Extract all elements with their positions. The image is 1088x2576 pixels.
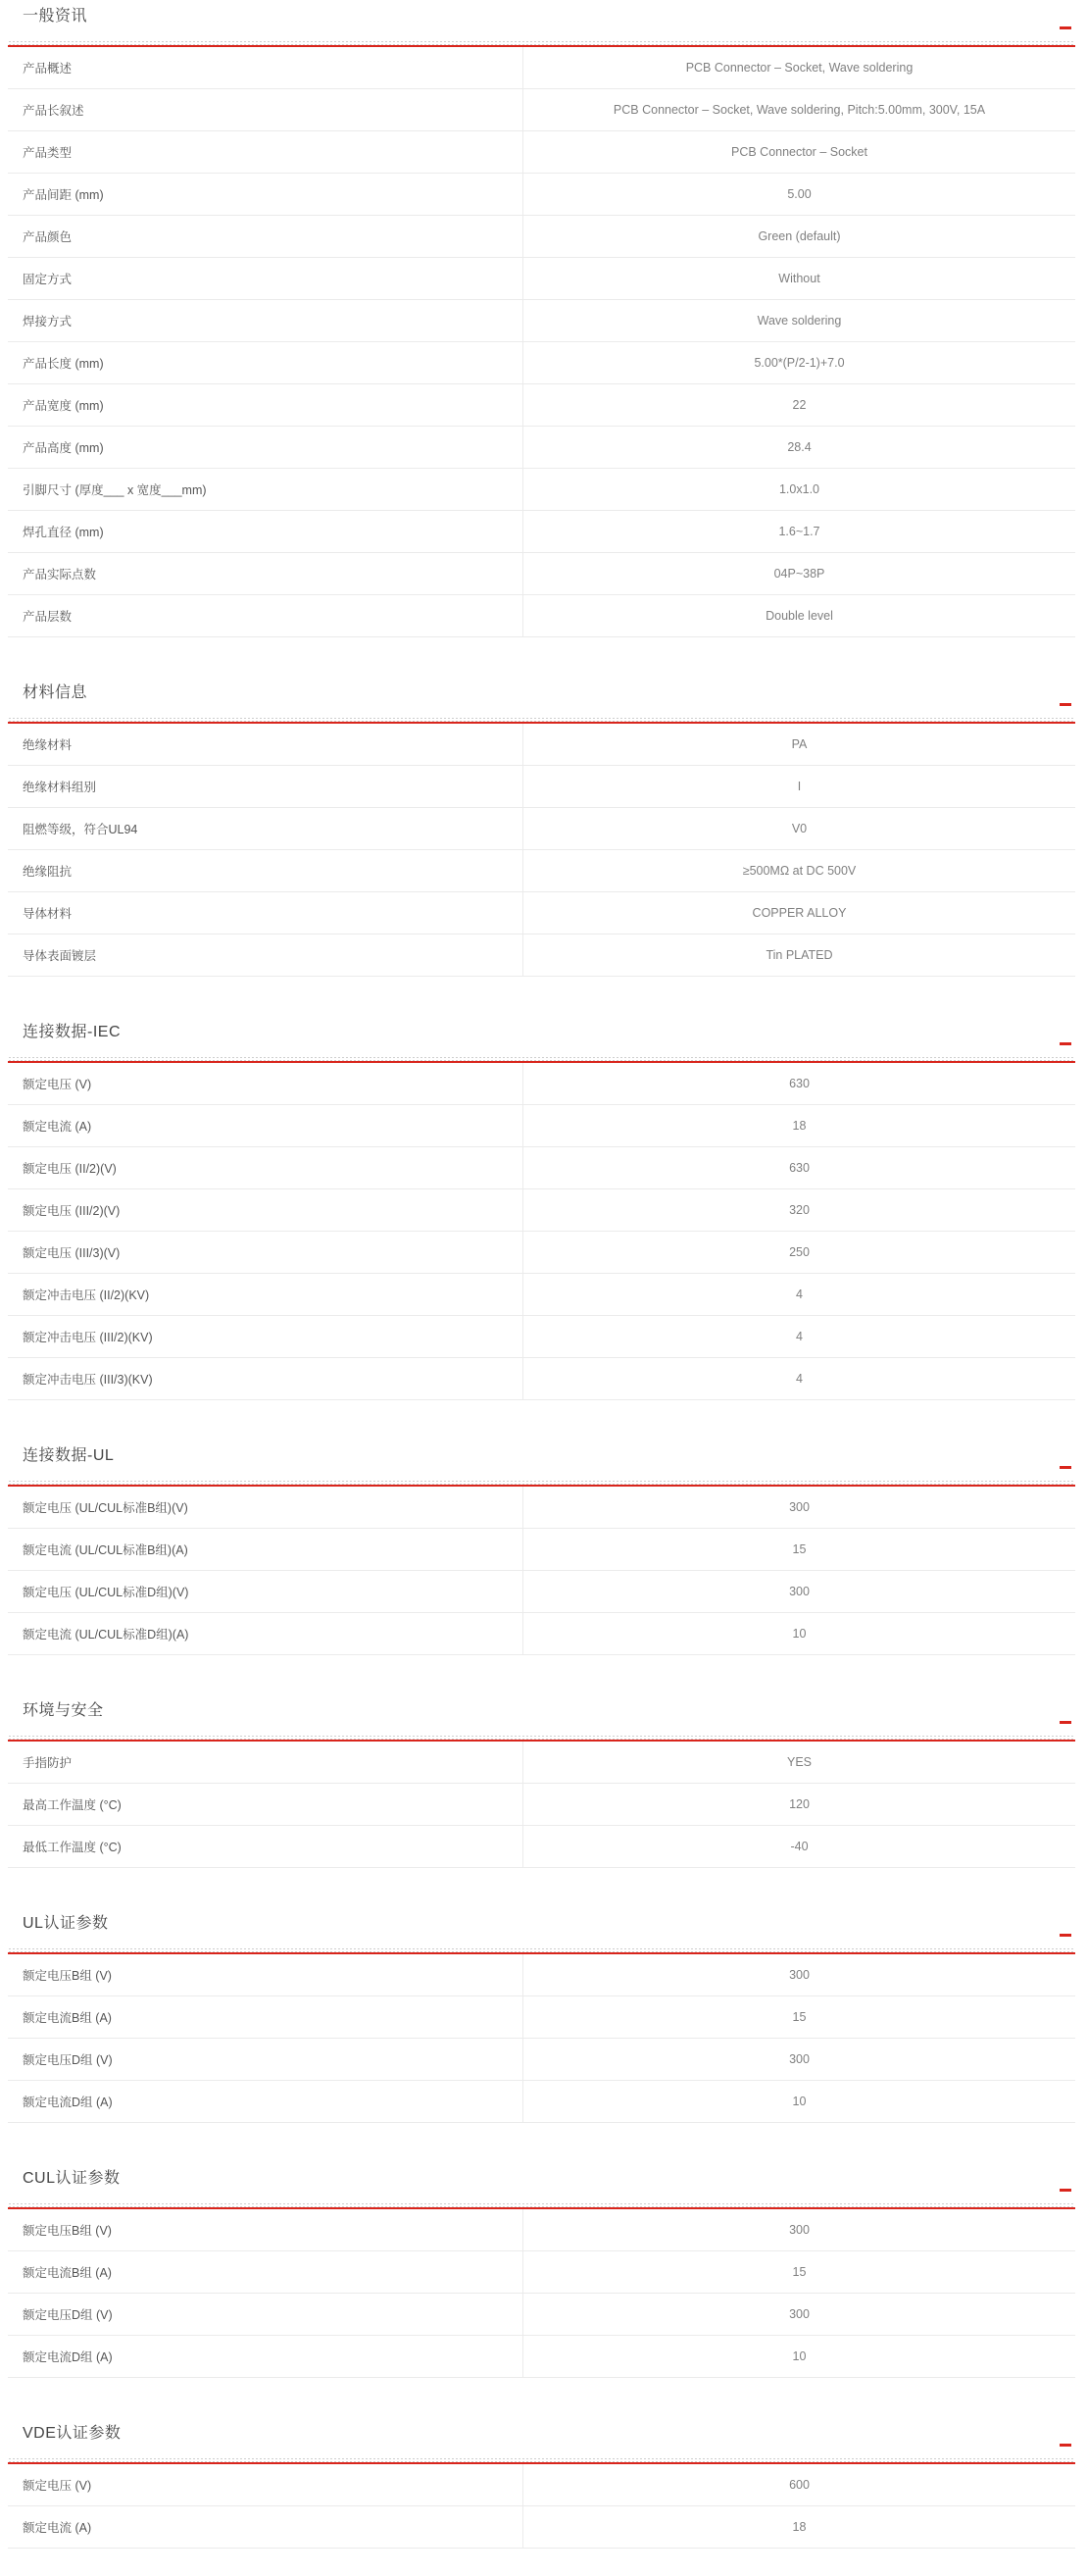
row-value: Without bbox=[778, 272, 820, 285]
table-row bbox=[8, 1742, 1075, 1784]
section-divider bbox=[8, 39, 1075, 47]
row-label: 额定电压D组 (V) bbox=[8, 2294, 523, 2335]
table-row bbox=[8, 766, 1075, 808]
row-value: PCB Connector – Socket, Wave soldering, Pitch:5.00mm, 300V, 15A bbox=[613, 103, 986, 117]
row-label: 焊接方式 bbox=[8, 300, 523, 341]
row-value: 15 bbox=[792, 2010, 807, 2024]
spec-table bbox=[8, 47, 1075, 637]
row-label: 额定电压B组 (V) bbox=[8, 1954, 523, 1995]
row-value: COPPER ALLOY bbox=[752, 906, 847, 920]
row-value: 300 bbox=[789, 2052, 810, 2066]
table-row bbox=[8, 1232, 1075, 1274]
row-value: 4 bbox=[796, 1288, 803, 1301]
table-row bbox=[8, 1358, 1075, 1400]
section-header bbox=[8, 2123, 1075, 2201]
row-value: 250 bbox=[789, 1245, 810, 1259]
row-label: 额定冲击电压 (III/2)(KV) bbox=[8, 1316, 523, 1357]
spec-table bbox=[8, 1742, 1075, 1868]
section-title: UL认证参数 bbox=[23, 1915, 109, 1932]
section-connection-data-ul bbox=[8, 1400, 1075, 1655]
row-value: 10 bbox=[792, 2095, 807, 2108]
section-environment-safety bbox=[8, 1655, 1075, 1868]
collapse-minus-icon[interactable] bbox=[1060, 1042, 1071, 1045]
section-vde-certification bbox=[8, 2378, 1075, 2549]
row-label: 额定电流 (A) bbox=[8, 2506, 523, 2548]
row-label: 额定电压 (V) bbox=[8, 1063, 523, 1104]
section-header bbox=[8, 1655, 1075, 1734]
row-value: ≥500MΩ at DC 500V bbox=[742, 864, 857, 878]
section-cul-certification bbox=[8, 2123, 1075, 2378]
section-title: VDE认证参数 bbox=[23, 2425, 122, 2442]
row-label: 焊孔直径 (mm) bbox=[8, 511, 523, 552]
row-value: 10 bbox=[792, 1627, 807, 1641]
section-divider bbox=[8, 716, 1075, 724]
row-value: 28.4 bbox=[787, 440, 812, 454]
row-value: 18 bbox=[792, 2520, 807, 2534]
section-title: 连接数据-IEC bbox=[23, 1024, 122, 1040]
table-row bbox=[8, 2251, 1075, 2294]
row-value: YES bbox=[786, 1755, 812, 1769]
row-label: 额定电流D组 (A) bbox=[8, 2336, 523, 2377]
table-row bbox=[8, 2209, 1075, 2251]
section-divider bbox=[8, 1734, 1075, 1742]
row-label: 额定电压 (III/2)(V) bbox=[8, 1189, 523, 1231]
table-row bbox=[8, 342, 1075, 384]
spec-table bbox=[8, 1954, 1075, 2123]
row-value: 300 bbox=[789, 2307, 810, 2321]
table-row bbox=[8, 131, 1075, 174]
spec-table bbox=[8, 724, 1075, 977]
table-row bbox=[8, 850, 1075, 892]
row-value: 04P~38P bbox=[773, 567, 825, 581]
row-label: 额定电流 (A) bbox=[8, 1105, 523, 1146]
row-label: 额定电流D组 (A) bbox=[8, 2081, 523, 2122]
row-value: 600 bbox=[789, 2478, 810, 2492]
row-value: 15 bbox=[792, 2265, 807, 2279]
row-label: 导体表面镀层 bbox=[8, 934, 523, 976]
section-material-info bbox=[8, 637, 1075, 977]
collapse-minus-icon[interactable] bbox=[1060, 1466, 1071, 1469]
row-label: 额定冲击电压 (III/3)(KV) bbox=[8, 1358, 523, 1399]
table-row bbox=[8, 1316, 1075, 1358]
row-label: 手指防护 bbox=[8, 1742, 523, 1783]
row-value: I bbox=[797, 780, 802, 793]
row-label: 产品层数 bbox=[8, 595, 523, 636]
collapse-minus-icon[interactable] bbox=[1060, 1721, 1071, 1724]
table-row bbox=[8, 1063, 1075, 1105]
row-value: PCB Connector – Socket bbox=[731, 145, 867, 159]
row-label: 额定电压D组 (V) bbox=[8, 2039, 523, 2080]
collapse-minus-icon[interactable] bbox=[1060, 26, 1071, 29]
table-row bbox=[8, 384, 1075, 427]
row-value: 120 bbox=[789, 1797, 810, 1811]
row-label: 额定电流 (UL/CUL标准B组)(A) bbox=[8, 1529, 523, 1570]
spec-sections bbox=[8, 0, 1075, 2549]
table-row bbox=[8, 2039, 1075, 2081]
spec-table bbox=[8, 2209, 1075, 2378]
section-divider bbox=[8, 1479, 1075, 1487]
row-value: 300 bbox=[789, 2223, 810, 2237]
row-value: 10 bbox=[792, 2349, 807, 2363]
row-label: 产品长度 (mm) bbox=[8, 342, 523, 383]
table-row bbox=[8, 808, 1075, 850]
collapse-minus-icon[interactable] bbox=[1060, 2444, 1071, 2447]
row-label: 额定电压 (V) bbox=[8, 2464, 523, 2505]
table-row bbox=[8, 1189, 1075, 1232]
table-row bbox=[8, 892, 1075, 934]
row-label: 产品类型 bbox=[8, 131, 523, 173]
table-row bbox=[8, 724, 1075, 766]
section-header bbox=[8, 977, 1075, 1055]
collapse-minus-icon[interactable] bbox=[1060, 1934, 1071, 1937]
row-label: 产品长叙述 bbox=[8, 89, 523, 130]
row-label: 产品颜色 bbox=[8, 216, 523, 257]
row-label: 产品宽度 (mm) bbox=[8, 384, 523, 426]
row-label: 最低工作温度 (°C) bbox=[8, 1826, 523, 1867]
table-row bbox=[8, 2464, 1075, 2506]
row-label: 额定电压B组 (V) bbox=[8, 2209, 523, 2250]
row-value: 4 bbox=[796, 1372, 803, 1386]
table-row bbox=[8, 1105, 1075, 1147]
row-label: 引脚尺寸 (厚度___ x 宽度___mm) bbox=[8, 469, 523, 510]
collapse-minus-icon[interactable] bbox=[1060, 703, 1071, 706]
row-value: 18 bbox=[792, 1119, 807, 1133]
row-value: Tin PLATED bbox=[766, 948, 833, 962]
row-value: 300 bbox=[789, 1968, 810, 1982]
table-row bbox=[8, 1529, 1075, 1571]
row-label: 额定电流B组 (A) bbox=[8, 2251, 523, 2293]
row-value: Green (default) bbox=[758, 229, 841, 243]
table-row bbox=[8, 553, 1075, 595]
table-row bbox=[8, 47, 1075, 89]
row-label: 最高工作温度 (°C) bbox=[8, 1784, 523, 1825]
row-value: 630 bbox=[789, 1077, 810, 1090]
collapse-minus-icon[interactable] bbox=[1060, 2189, 1071, 2192]
table-row bbox=[8, 1571, 1075, 1613]
row-label: 额定电流 (UL/CUL标准D组)(A) bbox=[8, 1613, 523, 1654]
row-label: 额定电压 (II/2)(V) bbox=[8, 1147, 523, 1188]
table-row bbox=[8, 1487, 1075, 1529]
section-title: 材料信息 bbox=[23, 684, 88, 701]
row-value: -40 bbox=[790, 1840, 809, 1853]
row-value: 1.6~1.7 bbox=[778, 525, 820, 538]
row-value: 5.00 bbox=[787, 187, 812, 201]
row-label: 绝缘阻抗 bbox=[8, 850, 523, 891]
row-label: 额定冲击电压 (II/2)(KV) bbox=[8, 1274, 523, 1315]
section-header bbox=[8, 2378, 1075, 2456]
table-row bbox=[8, 2294, 1075, 2336]
table-row bbox=[8, 300, 1075, 342]
row-label: 导体材料 bbox=[8, 892, 523, 934]
section-general-info bbox=[8, 0, 1075, 637]
row-value: 1.0x1.0 bbox=[778, 482, 819, 496]
table-row bbox=[8, 2506, 1075, 2549]
spec-table bbox=[8, 1487, 1075, 1655]
table-row bbox=[8, 1954, 1075, 1996]
row-value: V0 bbox=[791, 822, 808, 835]
table-row bbox=[8, 1784, 1075, 1826]
table-row bbox=[8, 258, 1075, 300]
table-row bbox=[8, 595, 1075, 637]
table-row bbox=[8, 216, 1075, 258]
row-label: 额定电压 (UL/CUL标准B组)(V) bbox=[8, 1487, 523, 1528]
table-row bbox=[8, 934, 1075, 977]
section-title: 连接数据-UL bbox=[23, 1447, 115, 1464]
row-value: Wave soldering bbox=[757, 314, 842, 328]
row-value: PCB Connector – Socket, Wave soldering bbox=[685, 61, 914, 75]
row-label: 绝缘材料组别 bbox=[8, 766, 523, 807]
row-label: 额定电压 (UL/CUL标准D组)(V) bbox=[8, 1571, 523, 1612]
section-title: CUL认证参数 bbox=[23, 2170, 121, 2187]
table-row bbox=[8, 89, 1075, 131]
table-row bbox=[8, 1613, 1075, 1655]
section-ul-certification bbox=[8, 1868, 1075, 2123]
table-row bbox=[8, 469, 1075, 511]
table-row bbox=[8, 1274, 1075, 1316]
row-value: 5.00*(P/2-1)+7.0 bbox=[754, 356, 845, 370]
table-row bbox=[8, 511, 1075, 553]
section-title: 一般资讯 bbox=[23, 8, 88, 25]
row-label: 额定电压 (III/3)(V) bbox=[8, 1232, 523, 1273]
section-divider bbox=[8, 2456, 1075, 2464]
row-value: PA bbox=[791, 737, 808, 751]
section-header bbox=[8, 1868, 1075, 1946]
row-value: 4 bbox=[796, 1330, 803, 1343]
table-row bbox=[8, 2081, 1075, 2123]
spec-table bbox=[8, 1063, 1075, 1400]
section-connection-data-iec bbox=[8, 977, 1075, 1400]
table-row bbox=[8, 174, 1075, 216]
row-label: 产品间距 (mm) bbox=[8, 174, 523, 215]
row-label: 固定方式 bbox=[8, 258, 523, 299]
row-label: 产品概述 bbox=[8, 47, 523, 88]
table-row bbox=[8, 427, 1075, 469]
row-label: 产品高度 (mm) bbox=[8, 427, 523, 468]
section-divider bbox=[8, 1946, 1075, 1954]
section-header bbox=[8, 0, 1075, 39]
section-header bbox=[8, 1400, 1075, 1479]
table-row bbox=[8, 1826, 1075, 1868]
row-value: 320 bbox=[789, 1203, 810, 1217]
row-value: Double level bbox=[766, 609, 833, 623]
row-label: 额定电流B组 (A) bbox=[8, 1996, 523, 2038]
section-divider bbox=[8, 2201, 1075, 2209]
row-label: 产品实际点数 bbox=[8, 553, 523, 594]
row-value: 300 bbox=[789, 1585, 810, 1598]
row-value: 630 bbox=[789, 1161, 810, 1175]
spec-table bbox=[8, 2464, 1075, 2549]
row-label: 绝缘材料 bbox=[8, 724, 523, 765]
section-title: 环境与安全 bbox=[23, 1702, 104, 1719]
row-value: 300 bbox=[789, 1500, 810, 1514]
row-value: 15 bbox=[792, 1542, 807, 1556]
section-header bbox=[8, 637, 1075, 716]
table-row bbox=[8, 1996, 1075, 2039]
section-divider bbox=[8, 1055, 1075, 1063]
table-row bbox=[8, 2336, 1075, 2378]
row-value: 22 bbox=[792, 398, 807, 412]
row-label: 阻燃等级，符合UL94 bbox=[8, 808, 523, 849]
table-row bbox=[8, 1147, 1075, 1189]
